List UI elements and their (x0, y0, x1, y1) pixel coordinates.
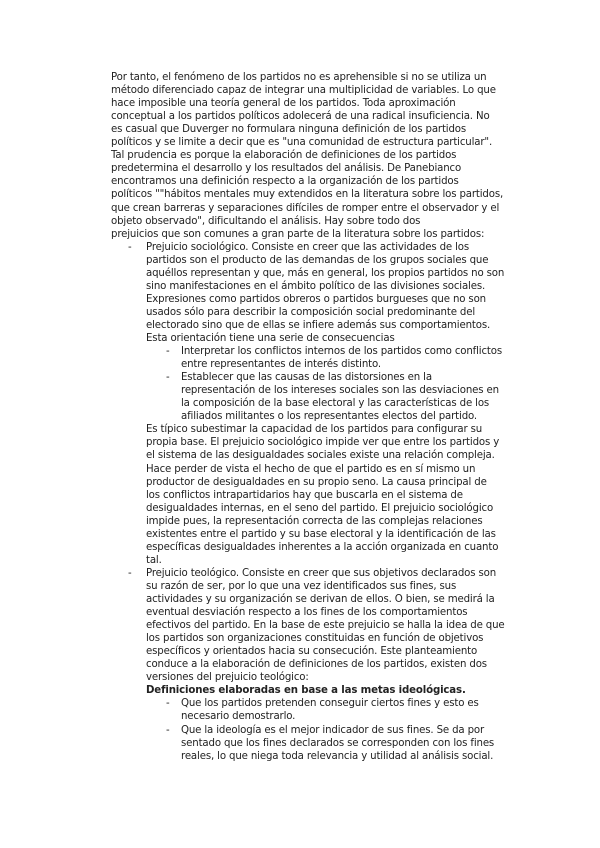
text-line: Que los partidos pretenden conseguir ciertos fines y esto es (181, 698, 479, 710)
text-line: Prejuicio teológico. Consiste en creer que sus objetivos declarados son (146, 567, 497, 579)
text-line: Esta orientación tiene una serie de consecuencias (146, 333, 395, 344)
text-line: sino manifestaciones en el ámbito político de las divisiones sociales. (146, 280, 486, 292)
text-line: Interpretar los conflictos internos de los partidos como conflictos (181, 346, 502, 358)
text-line: afiliados militantes o los representantes electos del partido. (181, 411, 477, 423)
text-line: existentes entre el partido y su base electoral y la identificación de las (146, 528, 496, 540)
text-line: versiones del prejuicio teológico: (146, 672, 309, 684)
list-bullet: - (128, 241, 132, 253)
list-bullet: - (166, 346, 170, 358)
text-line: Hace perder de vista el hecho de que el partido es en sí mismo un (146, 463, 476, 475)
text-line: tal. (146, 554, 162, 566)
text-line: reales, lo que niega toda relevancia y utilidad al análisis social. (181, 750, 494, 762)
text-line: efectivos del partido. En la base de este prejuicio se halla la idea de que (146, 620, 505, 632)
text-line: partidos son el producto de las demandas de los grupos sociales que (146, 254, 489, 266)
text-line: es casual que Duverger no formulara ninguna definición de los partidos (111, 124, 467, 136)
text-line: aquéllos representan y que, más en general, los propios partidos no son (146, 267, 505, 279)
text-line: los partidos son organizaciones constituidas en función de objetivos (146, 633, 484, 645)
text-line: necesario demostrarlo. (181, 711, 296, 723)
section-heading: Definiciones elaboradas en base a las metas ideológicas. (146, 685, 466, 697)
text-line: conduce a la elaboración de definiciones de los partidos, existen dos (146, 659, 487, 671)
text-line: Establecer que las causas de las distorsiones en la (181, 372, 432, 384)
text-line: Tal prudencia es porque la elaboración de definiciones de los partidos (111, 150, 457, 162)
text-line: la composición de la base electoral y las características de los (181, 398, 490, 410)
text-line: propia base. El prejuicio sociológico impide ver que entre los partidos y (146, 437, 500, 449)
text-line: objeto observado", dificultando el análisis. Hay sobre todo dos (111, 215, 421, 227)
text-line: productor de desigualdades en su propio seno. La causa principal de (146, 476, 487, 488)
text-line: Que la ideología es el mejor indicador de sus fines. Se da por (181, 724, 485, 736)
text-line: encontramos una definición respecto a la organización de los partidos (111, 176, 459, 188)
text-line: sentado que los fines declarados se corresponden con los fines (181, 737, 495, 749)
text-line: usados sólo para describir la composición social predominante del (146, 306, 476, 318)
text-line: hace imposible una teoría general de los partidos. Toda aproximación (111, 98, 456, 110)
text-line: electorado sino que de ellas se infiere además sus comportamientos. (146, 319, 491, 331)
list-bullet: - (166, 724, 170, 736)
list-bullet: - (166, 698, 170, 710)
text-line: políticos y se limite a decir que es "una comunidad de estructura particular". (111, 137, 493, 149)
text-line: actividades y su organización se derivan de ellos. O bien, se medirá la (146, 594, 495, 605)
text-line: representación de los intereses sociales son las desviaciones en (181, 385, 499, 397)
text-line: específicos y orientados hacia su consecución. Este planteamiento (146, 646, 478, 658)
list-bullet: - (128, 567, 132, 579)
text-line: los conflictos intrapartidarios hay que buscarla en el sistema de (146, 489, 463, 501)
text-line: eventual desviación respecto a los fines de los comportamientos (146, 607, 468, 619)
text-line: Es típico subestimar la capacidad de los partidos para configurar su (146, 424, 483, 436)
text-line: su razón de ser, por lo que una vez identificados sus fines, sus (146, 580, 457, 592)
text-line: conceptual a los partidos políticos adolecerá de una radical insuficiencia. No (111, 111, 490, 123)
text-line: prejuicios que son comunes a gran parte de la literatura sobre los partidos: (111, 228, 485, 240)
text-line: impide pues, la representación correcta de las complejas relaciones (146, 515, 483, 527)
text-line: específicas desigualdades inherentes a la acción organizada en cuanto (146, 541, 499, 553)
text-line: el sistema de las desigualdades sociales existe una relación compleja. (146, 450, 495, 462)
text-line: Prejuicio sociológico. Consiste en creer que las actividades de los (146, 241, 470, 253)
text-line: desigualdades internas, en el seno del partido. El prejuicio sociológico (146, 502, 494, 514)
text-line: entre representantes de interés distinto. (181, 359, 381, 371)
text-line: que crean barreras y separaciones difíciles de romper entre el observador y el (111, 202, 500, 214)
text-line: predetermina el desarrollo y los resultados del análisis. De Panebianco (111, 163, 462, 175)
text-line: Por tanto, el fenómeno de los partidos no es aprehensible si no se utiliza un (111, 72, 487, 83)
text-line: método diferenciado capaz de integrar una multiplicidad de variables. Lo que (111, 85, 496, 97)
text-line: políticos ""hábitos mentales muy extendidos en la literatura sobre los partidos, (111, 189, 504, 201)
list-bullet: - (166, 372, 170, 384)
text-line: Expresiones como partidos obreros o partidos burgueses que no son (146, 293, 486, 305)
